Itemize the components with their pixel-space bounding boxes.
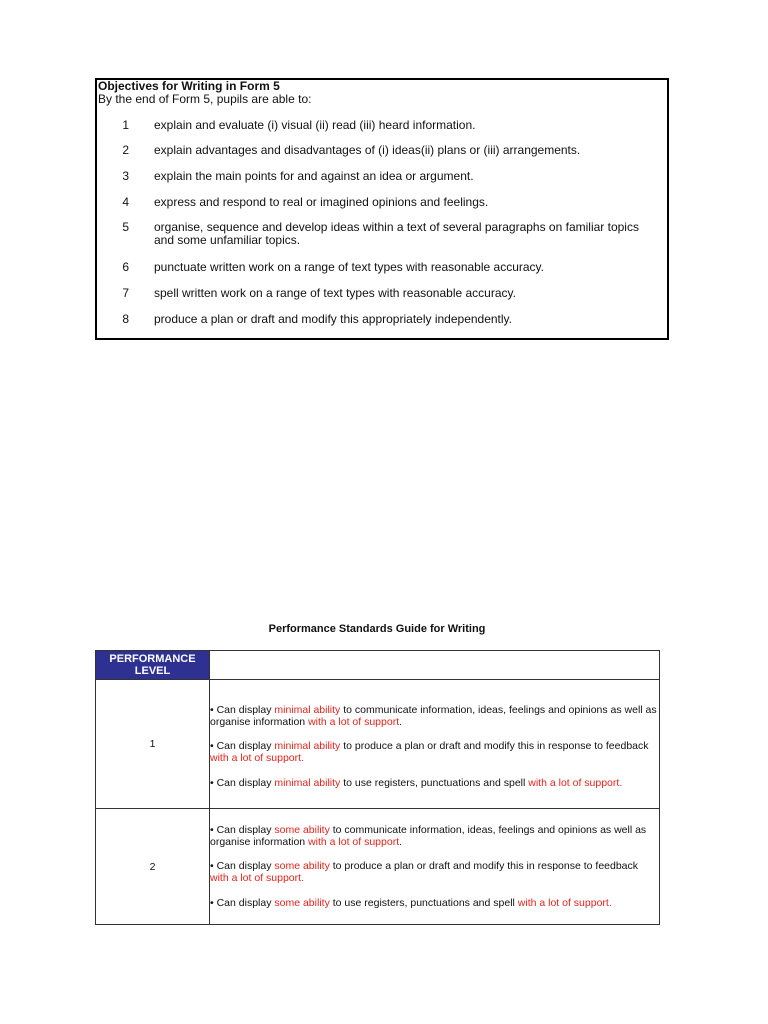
objective-text: explain and evaluate (i) visual (ii) read (iii) heard information. [154, 118, 476, 132]
bullet-text: • Can display [210, 824, 275, 836]
objective-number: 8 [122, 312, 129, 326]
ability-highlight: some ability [274, 897, 330, 909]
support-highlight: with a lot of support. [528, 776, 623, 789]
descriptor-bullet [210, 824, 659, 848]
objective-text: produce a plan or draft and modify this appropriately independently. [154, 312, 513, 326]
bullet-text: • Can display [210, 703, 275, 716]
bullet-text: to use registers, punctuations and spell [329, 897, 518, 909]
descriptor-bullet [210, 740, 659, 764]
objective-number: 4 [122, 195, 129, 209]
support-highlight: with a lot of support. [210, 872, 304, 884]
objective-number: 3 [122, 169, 129, 183]
objective-text: spell written work on a range of text types with reasonable accuracy. [154, 286, 516, 300]
objective-number: 5 [122, 220, 129, 234]
performance-level-header-label: PERFORMANCE LEVEL [109, 653, 196, 677]
bullet-text: • Can display [210, 776, 275, 789]
objective-text: punctuate written work on a range of text types with reasonable accuracy. [154, 260, 544, 274]
objective-text: explain the main points for and against an idea or argument. [154, 169, 474, 183]
bullet-text: . [399, 715, 403, 728]
ability-highlight: minimal ability [274, 776, 341, 789]
performance-row [96, 809, 660, 925]
objective-text: express and respond to real or imagined opinions and feelings. [154, 195, 489, 209]
level-cell: 2 [96, 809, 210, 925]
objective-number: 2 [122, 143, 129, 157]
descriptor-bullet [210, 860, 659, 884]
objective-number: 6 [122, 260, 129, 274]
bullet-text: . [399, 836, 403, 848]
bullet-text: • Can display [210, 860, 275, 872]
performance-row [96, 680, 660, 809]
objectives-title: Objectives for Writing in Form 5 [98, 79, 280, 93]
ability-highlight: some ability [274, 860, 330, 872]
descriptor-bullet [210, 704, 659, 728]
performance-header-row [96, 651, 660, 680]
descriptor-header [210, 651, 660, 680]
objectives-box [95, 78, 669, 340]
performance-table [95, 650, 660, 925]
bullet-text: to communicate information, ideas, feelings and opinions as well as organise information [210, 703, 657, 728]
support-highlight: with a lot of support [308, 836, 400, 848]
support-highlight: with a lot of support. [517, 897, 612, 909]
descriptor-cell [210, 680, 660, 809]
bullet-text: • Can display [210, 897, 275, 909]
bullet-text: to use registers, punctuations and spell [340, 776, 529, 789]
objective-text: explain advantages and disadvantages of (i) ideas(ii) plans or (iii) arrangements. [154, 143, 581, 157]
bullet-text: • Can display [210, 739, 275, 752]
bullet-text: to communicate information, ideas, feelings and opinions as well as organise information [210, 824, 647, 848]
objectives-intro: By the end of Form 5, pupils are able to: [98, 92, 312, 106]
bullet-text: to produce a plan or draft and modify this in response to feedback [340, 739, 649, 752]
ability-highlight: some ability [274, 824, 330, 836]
bullet-text: to produce a plan or draft and modify this in response to feedback [329, 860, 639, 872]
objective-number: 1 [122, 118, 129, 132]
descriptor-bullet [210, 897, 659, 909]
descriptor-bullet [210, 777, 659, 789]
objective-number: 7 [122, 286, 129, 300]
performance-level-header [96, 651, 210, 680]
objective-text: organise, sequence and develop ideas within a text of several paragraphs on familiar topics and some unfamiliar topics. [154, 220, 639, 247]
descriptor-cell [210, 809, 660, 925]
support-highlight: with a lot of support [308, 715, 400, 728]
ability-highlight: minimal ability [274, 703, 341, 716]
support-highlight: with a lot of support. [210, 751, 304, 764]
ability-highlight: minimal ability [274, 739, 341, 752]
performance-title: Performance Standards Guide for Writing [268, 623, 486, 635]
level-cell: 1 [96, 680, 210, 809]
